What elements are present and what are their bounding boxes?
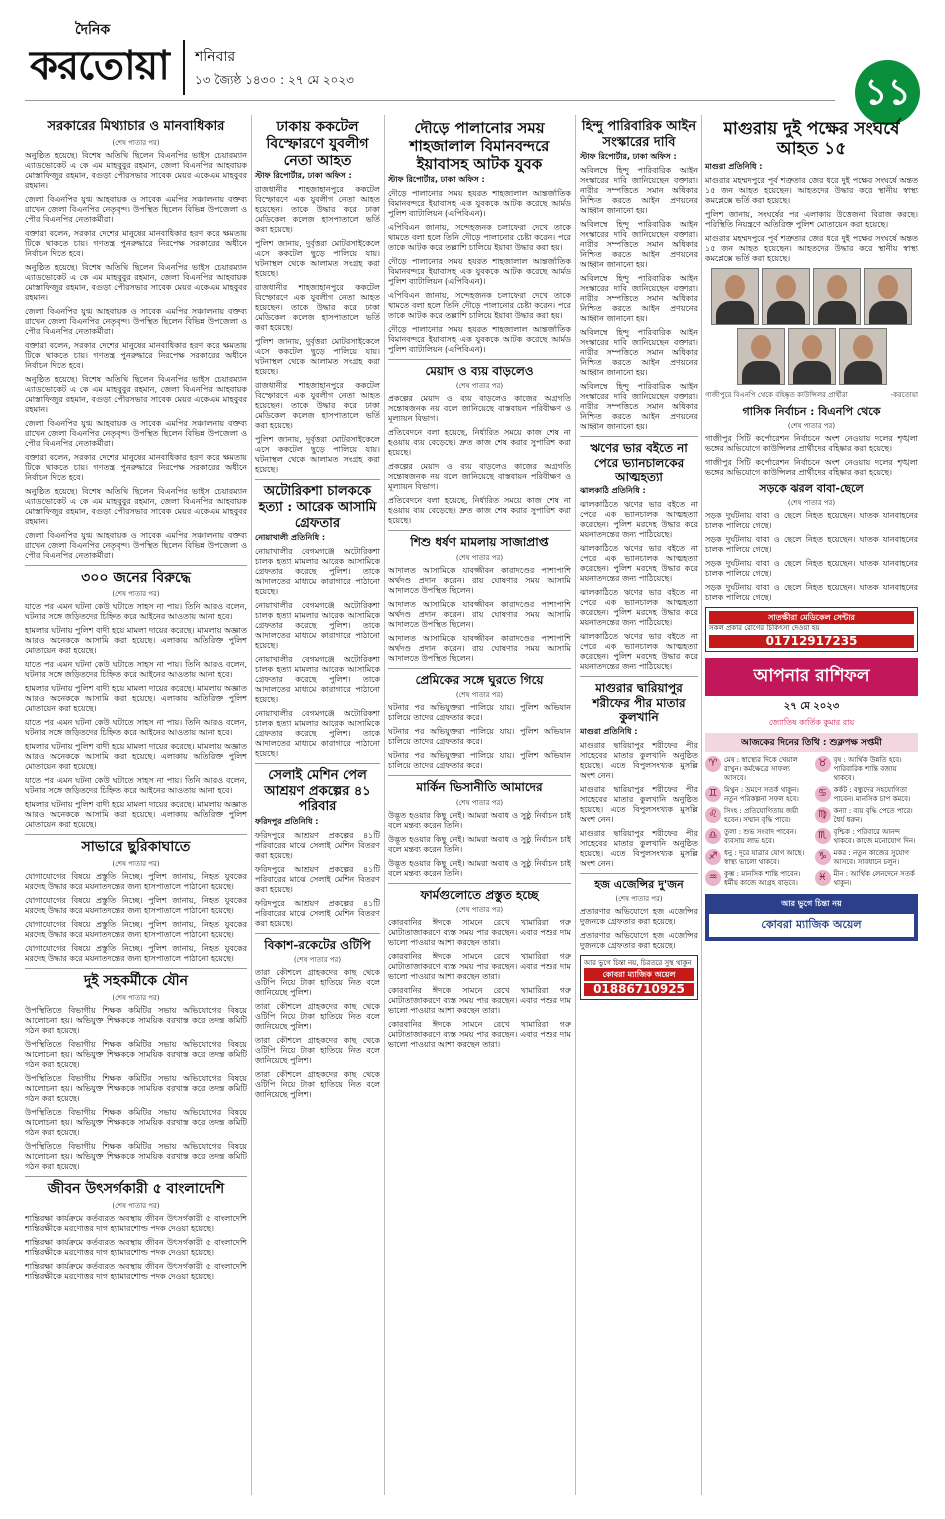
article-paragraph: ঘটনার পর অভিযুক্তরা পালিয়ে যায়। পুলিশ অভিযান চালিয়ে তাদের গ্রেফতার করে। bbox=[388, 727, 571, 747]
continued-label: (শেষ পাতার পর) bbox=[455, 382, 504, 391]
article-paragraph: তারা কৌশলে গ্রাহকদের কাছ থেকে ওটিপি নিয়ে টাকা হাতিয়ে নিত বলে জানিয়েছে পুলিশ। bbox=[255, 1002, 380, 1032]
article-paragraph: উপস্থিতিতে বিভাগীয় শিক্ষক কমিটির সভায় অভিযোগের বিষয়ে আলোচনা হয়। অভিযুক্ত শিক্ষককে সাময়িক বরখাস্ত করে তদন্ত কমিটি গঠন করা হয়েছে। bbox=[25, 1005, 247, 1035]
header-rule bbox=[25, 100, 835, 101]
taurus-icon: ♉ bbox=[815, 756, 831, 772]
article-paragraph: গাজীপুর সিটি কর্পোরেশন নির্বাচনে অংশ নেওয়ায় দলের শৃঙ্খলা ভঙ্গের অভিযোগে কাউন্সিলর প্রার্থীদের বহিষ্কার করা হয়েছে। bbox=[705, 433, 918, 453]
article-paragraph: রাজধানীর শাহজাহানপুরে ককটেল বিস্ফোরণে এক যুবলীগ নেতা আহত হয়েছেন। তাকে উদ্ধার করে ঢাকা মেডিকেল কলেজ হাসপাতালে ভর্তি করা হয়েছে। bbox=[255, 283, 380, 333]
article-paragraph: অনুষ্ঠিত হয়েছে। বিশেষ অতিথি ছিলেন বিএনপির ভাইস চেয়ারম্যান এ্যাডভোকেট এ কে এম মাহবুবুর রহমান, জেলা বিএনপির আহবায়ক মোস্তাফিজুর রহমান, বগুড়া পৌরসভার সাবেক মেয়র একেএম মাহবুবর রহমান। bbox=[25, 262, 247, 302]
article-paragraph: বক্তারা বলেন, সরকার দেশের মানুষের মানবাধিকার হরণ করে ক্ষমতায় টিকে থাকতে চায়। গণতন্ত্র পুনরুদ্ধারে নিরপেক্ষ সরকারের অধীনে নির্বাচন দিতে হবে। bbox=[25, 452, 247, 482]
article-paragraph: এপিবিএন জানায়, সন্দেহজনক চলাফেরা দেখে তাকে থামতে বলা হলে তিনি দৌড়ে পালানোর চেষ্টা করেন। পরে তাকে আটক করে তল্লাশি চালিয়ে ইয়াবা উদ্ধার করা হয়। bbox=[388, 223, 571, 252]
article-paragraph: প্রকল্পের মেয়াদ ও ব্যয় বাড়লেও কাজের অগ্রগতি সন্তোষজনক নয় বলে জানিয়েছে বাস্তবায়ন পরিবীক্ষণ ও মূল্যায়ন বিভাগ। bbox=[388, 394, 571, 424]
article-paragraph: বক্তারা বলেন, সরকার দেশের মানুষের মানবাধিকার হরণ করে ক্ষমতায় টিকে থাকতে চায়। গণতন্ত্র পুনরুদ্ধারে নিরপেক্ষ সরকারের অধীনে নির্বাচন দিতে হবে। bbox=[25, 340, 247, 370]
article-paragraph: যাতে পর এমন ঘটনা কেউ ঘটাতে সাহস না পায়। তিনি আরও বলেন, ঘটনার সঙ্গে জড়িতদের চিহ্নিত করে আইনের আওতায় আনা হবে। bbox=[25, 776, 247, 796]
article-paragraph: এপিবিএন জানায়, সন্দেহজনক চলাফেরা দেখে তাকে থামতে বলা হলে তিনি দৌড়ে পালানোর চেষ্টা করেন। পরে তাকে আটক করে তল্লাশি চালিয়ে ইয়াবা উদ্ধার করা হয়। bbox=[388, 291, 571, 320]
article-paragraph: হামলার ঘটনায় পুলিশ বাদী হয়ে মামলা দায়ের করেছে। মামলায় অজ্ঞাত আরও অনেককে আসামি করা হয়েছে। এলাকায় অতিরিক্ত পুলিশ মোতায়েন করা হয়েছে। bbox=[25, 742, 247, 772]
headline: দুই সহকর্মীকে যৌন bbox=[83, 973, 189, 990]
dateline: ঝালকাঠি প্রতিনিধি : bbox=[580, 486, 646, 496]
zodiac-entry bbox=[815, 756, 919, 783]
article-paragraph: যোগাযোগের বিষয়ে প্রস্তুতি নিচ্ছে। পুলিশ জানায়, নিহত যুবকের মরদেহ উদ্ধার করে ময়নাতদন্তের জন্য হাসপাতালে পাঠানো হয়েছে। bbox=[25, 944, 247, 964]
continued-label: (শেষ পাতার পর) bbox=[787, 499, 836, 508]
zodiac-text: কন্যা : ব্যয় বৃদ্ধি পেতে পারে। ধৈর্য ধরুন। bbox=[833, 807, 913, 825]
headline: সাভারে ছুরিকাঘাতে bbox=[81, 839, 191, 856]
article-paragraph: ঘটনার পর অভিযুক্তরা পালিয়ে যায়। পুলিশ অভিযান চালিয়ে তাদের গ্রেফতার করে। bbox=[388, 703, 571, 723]
section-rule bbox=[25, 834, 247, 835]
ad-phone-number[interactable]: 01886710925 bbox=[584, 983, 694, 996]
issue-date: ১৩ জ্যৈষ্ঠ ১৪৩০ : ২৭ মে ২০২৩ bbox=[195, 73, 354, 87]
article-paragraph: কোরবানির ঈদকে সামনে রেখে খামারিরা গরু মোটাতাজাকরণে ব্যস্ত সময় পার করছেন। এবার পশুর দাম ভালো পাওয়ার আশা করছেন তারা। bbox=[388, 917, 571, 947]
article-paragraph: আদালত আসামিকে যাবজ্জীবন কারাদণ্ডের পাশাপাশি অর্থদণ্ড প্রদান করেন। রায় ঘোষণার সময় আসামি আদালতে উপস্থিত ছিলেন। bbox=[388, 565, 571, 595]
candidate-photo bbox=[864, 268, 912, 325]
article-paragraph: তারা কৌশলে গ্রাহকদের কাছ থেকে ওটিপি নিয়ে টাকা হাতিয়ে নিত বলে জানিয়েছে পুলিশ। bbox=[255, 1036, 380, 1066]
caption-credit: -করতোয়া bbox=[890, 390, 918, 399]
article-paragraph: জেলা বিএনপির যুগ্ম আহবায়ক ও সাবেক এমপির সঞ্চালনায় বক্তব্য রাখেন জেলা বিএনপির নেতৃবৃন্দ। উপস্থিত ছিলেন বিভিন্ন উপজেলা ও পৌর বিএনপির নেতাকর্মীরা। bbox=[25, 418, 247, 448]
dateline: স্টাফ রিপোর্টার, ঢাকা অফিস : bbox=[388, 175, 485, 184]
continued-label: (শেষ পাতার পর) bbox=[112, 1201, 160, 1210]
article-paragraph: যোগাযোগের বিষয়ে প্রস্তুতি নিচ্ছে। পুলিশ জানায়, নিহত যুবকের মরদেহ উদ্ধার করে ময়নাতদন্তের জন্য হাসপাতালে পাঠানো হয়েছে। bbox=[25, 896, 247, 916]
article-paragraph: ফরিদপুরে আশ্রয়ণ প্রকল্পের ৪১টি পরিবারের মাঝে সেলাই মেশিন বিতরণ করা হয়েছে। bbox=[255, 864, 380, 894]
column-2 bbox=[255, 115, 380, 1495]
article-paragraph: জেলা বিএনপির যুগ্ম আহবায়ক ও সাবেক এমপির সঞ্চালনায় বক্তব্য রাখেন জেলা বিএনপির নেতৃবৃন্দ। উপস্থিত ছিলেন বিভিন্ন উপজেলা ও পৌর বিএনপির নেতাকর্মীরা। bbox=[25, 194, 247, 224]
article-paragraph: দৌড়ে পালানোর সময় হযরত শাহজালাল আন্তর্জাতিক বিমানবন্দরে ইয়াবাসহ এক যুবককে আটক করেছে আর্মড পুলিশ ব্যাটালিয়ন (এপিবিএন)। bbox=[388, 257, 571, 286]
article-paragraph: পুলিশ জানায়, সংঘর্ষের পর এলাকায় উত্তেজনা বিরাজ করছে। পরিস্থিতি নিয়ন্ত্রণে অতিরিক্ত পুলিশ মোতায়েন করা হয়েছে। bbox=[705, 209, 918, 229]
article-paragraph: গাজীপুর সিটি কর্পোরেশন নির্বাচনে অংশ নেওয়ায় দলের শৃঙ্খলা ভঙ্গের অভিযোগে কাউন্সিলর প্রার্থীদের বহিষ্কার করা হয়েছে। bbox=[705, 457, 918, 477]
continued-label: (শেষ পাতার পর) bbox=[455, 553, 504, 562]
headline: হিন্দু পারিবারিক আইন সংস্কারের দাবি bbox=[581, 119, 697, 150]
zodiac-text: কুম্ভ : মানসিক শান্তি পাবেন। ধর্মীয় কাজে আগ্রহ বাড়বে। bbox=[724, 870, 801, 888]
column-3 bbox=[388, 115, 571, 1495]
column-divider bbox=[575, 115, 576, 1495]
zodiac-text: মিথুন : ভ্রমণে সতর্ক থাকুন। নতুন পরিকল্পনা সফল হবে। bbox=[724, 786, 799, 804]
lead-headline: দৌড়ে পালানোর সময় শাহজালাল বিমানবন্দরে ইয়াবাসহ আটক যুবক bbox=[409, 119, 550, 173]
zodiac-entry bbox=[705, 807, 809, 825]
article-paragraph: উদ্ভূত হওয়ার কিছু নেই। আমরা অবাধ ও সুষ্ঠু নির্বাচন চাই বলে মন্তব্য করেন তিনি। bbox=[388, 810, 571, 830]
virgo-icon: ♍ bbox=[815, 807, 831, 823]
candidate-photo bbox=[711, 268, 759, 325]
article-paragraph: কোরবানির ঈদকে সামনে রেখে খামারিরা গরু মোটাতাজাকরণে ব্যস্ত সময় পার করছেন। এবার পশুর দাম ভালো পাওয়ার আশা করছেন তারা। bbox=[388, 985, 571, 1015]
article-paragraph: পুলিশ জানায়, দুর্বৃত্তরা মোটরসাইকেলে এসে ককটেল ছুড়ে পালিয়ে যায়। ঘটনাস্থল থেকে আলামত সংগ্রহ করা হয়েছে। bbox=[255, 337, 380, 377]
headline: প্রেমিকের সঙ্গে ঘুরতে গিয়ে bbox=[415, 672, 544, 687]
ad-text: আর ভুগে চিন্তা নয় bbox=[781, 899, 842, 909]
section-rule bbox=[580, 436, 698, 437]
headline: সেলাই মেশিন পেল আশ্রয়ণ প্রকল্পের ৪১ পরিবার bbox=[264, 768, 371, 815]
section-rule bbox=[388, 530, 571, 531]
dateline: ফরিদপুর প্রতিনিধি : bbox=[255, 816, 319, 826]
continued-label: (শেষ পাতার পর) bbox=[455, 798, 504, 807]
article-paragraph: মাগুরার দ্বারিয়াপুর শরীফের পীর সাহেবের মাতার কুলখানি অনুষ্ঠিত হয়েছে। এতে বিপুলসংখ্যক মুসল্লি অংশ নেন। bbox=[580, 740, 698, 780]
article-paragraph: হামলার ঘটনায় পুলিশ বাদী হয়ে মামলা দায়ের করেছে। মামলায় অজ্ঞাত আরও অনেককে আসামি করা হয়েছে। এলাকায় অতিরিক্ত পুলিশ মোতায়েন করা হয়েছে। bbox=[25, 684, 247, 714]
headline: মেয়াদ ও ব্যয় বাড়লেও bbox=[425, 364, 534, 378]
article-paragraph: মাগুরার দ্বারিয়াপুর শরীফের পীর সাহেবের মাতার কুলখানি অনুষ্ঠিত হয়েছে। এতে বিপুলসংখ্যক মুসল্লি অংশ নেন। bbox=[580, 784, 698, 824]
zodiac-text: কর্কট : বন্ধুদের সহযোগিতা পাবেন। মানসিক চাপ কমবে। bbox=[833, 786, 911, 804]
article-paragraph: প্রতারণার অভিযোগে হজ এজেন্সির দুজনকে গ্রেফতার করা হয়েছে। bbox=[580, 906, 698, 926]
column-5 bbox=[705, 115, 918, 1495]
column-4 bbox=[580, 115, 698, 1495]
dateline: স্টাফ রিপোর্টার, ঢাকা অফিস : bbox=[255, 171, 352, 181]
section-rule bbox=[25, 968, 247, 969]
article-paragraph: অবিলম্বে হিন্দু পারিবারিক আইন সংস্কারের দাবি জানিয়েছেন বক্তারা। নারীর সম্পত্তিতে সমান অধিকার নিশ্চিত করতে আইন প্রণয়নের আহ্বান জানানো হয়। bbox=[580, 274, 698, 324]
ad-heading: কোবরা ম্যাজিক অয়েল bbox=[584, 968, 694, 981]
article-paragraph: নোয়াখালীর বেগমগঞ্জে অটোরিকশা চালক হত্যা মামলার আরেক আসামিকে গ্রেফতার করেছে পুলিশ। তাকে আদালতের মাধ্যমে কারাগারে পাঠানো হয়েছে। bbox=[255, 601, 380, 651]
article-paragraph: উদ্ভূত হওয়ার কিছু নেই। আমরা অবাধ ও সুষ্ঠু নির্বাচন চাই বলে মন্তব্য করেন তিনি। bbox=[388, 858, 571, 878]
ad-heading: সাতক্ষীরা মেডিকেল সেন্টার bbox=[709, 611, 914, 624]
article-paragraph: উপস্থিতিতে বিভাগীয় শিক্ষক কমিটির সভায় অভিযোগের বিষয়ে আলোচনা হয়। অভিযুক্ত শিক্ষককে সাময়িক বরখাস্ত করে তদন্ত কমিটি গঠন করা হয়েছে। bbox=[25, 1141, 247, 1171]
headline: অটোরিকশা চালককে হত্যা : আরেক আসামি গ্রেফতার bbox=[258, 484, 377, 531]
pisces-icon: ♓ bbox=[815, 870, 831, 886]
horoscope-heading: আপনার রাশিফল bbox=[705, 658, 918, 696]
article-paragraph: ফরিদপুরে আশ্রয়ণ প্রকল্পের ৪১টি পরিবারের মাঝে সেলাই মেশিন বিতরণ করা হয়েছে। bbox=[255, 830, 380, 860]
article-paragraph: আদালত আসামিকে যাবজ্জীবন কারাদণ্ডের পাশাপাশি অর্থদণ্ড প্রদান করেন। রায় ঘোষণার সময় আসামি আদালতে উপস্থিত ছিলেন। bbox=[388, 633, 571, 663]
bottom-advertisement[interactable] bbox=[705, 894, 918, 941]
article-paragraph: নোয়াখালীর বেগমগঞ্জে অটোরিকশা চালক হত্যা মামলার আরেক আসামিকে গ্রেফতার করেছে পুলিশ। তাকে আদালতের মাধ্যমে কারাগারে পাঠানো হয়েছে। bbox=[255, 547, 380, 597]
headline: বিকাশ-রকেটের ওটিপি bbox=[264, 937, 371, 952]
article-paragraph: প্রতিবেদনে বলা হয়েছে, নির্ধারিত সময়ে কাজ শেষ না হওয়ায় ব্যয় বেড়েছে। দ্রুত কাজ শেষ করার সুপারিশ করা হয়েছে। bbox=[388, 496, 571, 526]
zodiac-text: মেষ : স্বাস্থ্যের দিকে খেয়াল রাখুন। কর্মক্ষেত্রে সাফল্য আসবে। bbox=[724, 756, 798, 783]
horoscope-tithi: আজকের দিনের তিথি : শুক্লপক্ষ সপ্তমী bbox=[705, 733, 918, 752]
article-paragraph: যাতে পর এমন ঘটনা কেউ ঘটাতে সাহস না পায়। তিনি আরও বলেন, ঘটনার সঙ্গে জড়িতদের চিহ্নিত করে আইনের আওতায় আনা হবে। bbox=[25, 602, 247, 622]
candidate-photo bbox=[788, 328, 836, 385]
article-paragraph: প্রকল্পের মেয়াদ ও ব্যয় বাড়লেও কাজের অগ্রগতি সন্তোষজনক নয় বলে জানিয়েছে বাস্তবায়ন পরিবীক্ষণ ও মূল্যায়ন বিভাগ। bbox=[388, 462, 571, 492]
zodiac-entry bbox=[815, 828, 919, 846]
logo-small-text: দৈনিক bbox=[75, 22, 111, 38]
headline: সরকারের মিথ্যাচার ও মানবাধিকার bbox=[47, 119, 225, 134]
candidate-photo bbox=[737, 328, 785, 385]
newspaper-logo: করতোয়া bbox=[30, 42, 169, 89]
column-1 bbox=[25, 115, 247, 1495]
article-paragraph: হামলার ঘটনায় পুলিশ বাদী হয়ে মামলা দায়ের করেছে। মামলায় অজ্ঞাত আরও অনেককে আসামি করা হয়েছে। এলাকায় অতিরিক্ত পুলিশ মোতায়েন করা হয়েছে। bbox=[25, 626, 247, 656]
zodiac-text: মীন : আর্থিক লেনদেনে সতর্ক থাকুন। bbox=[833, 870, 915, 888]
candidate-photo bbox=[762, 268, 810, 325]
article-paragraph: উদ্ভূত হওয়ার কিছু নেই। আমরা অবাধ ও সুষ্ঠু নির্বাচন চাই বলে মন্তব্য করেন তিনি। bbox=[388, 834, 571, 854]
section-rule bbox=[255, 933, 380, 934]
zodiac-text: মকর : নতুন কাজের সুযোগ আসবে। সাবধানে চলুন। bbox=[833, 849, 909, 867]
continued-label: (শেষ পাতার পর) bbox=[112, 993, 160, 1002]
article-paragraph: মাগুরার দ্বারিয়াপুর শরীফের পীর সাহেবের মাতার কুলখানি অনুষ্ঠিত হয়েছে। এতে বিপুলসংখ্যক মুসল্লি অংশ নেন। bbox=[580, 828, 698, 868]
article-paragraph: কোরবানির ঈদকে সামনে রেখে খামারিরা গরু মোটাতাজাকরণে ব্যস্ত সময় পার করছেন। এবার পশুর দাম ভালো পাওয়ার আশা করছেন তারা। bbox=[388, 951, 571, 981]
headline: মাগুরায় দুই পক্ষের সংঘর্ষে আহত ১৫ bbox=[723, 119, 900, 160]
candidate-photo bbox=[839, 328, 887, 385]
continued-label: (শেষ পাতার পর) bbox=[112, 860, 160, 869]
aquarius-icon: ♒ bbox=[705, 870, 721, 886]
headline: মার্কিন ভিসানীতি আমাদের bbox=[416, 780, 543, 795]
sagittarius-icon: ♐ bbox=[705, 849, 721, 865]
article-paragraph: সড়ক দুর্ঘটনায় বাবা ও ছেলে নিহত হয়েছেন। ঘাতক যানবাহনের চালক পালিয়ে গেছে। bbox=[705, 535, 918, 555]
candidate-photo bbox=[813, 268, 861, 325]
headline: ফার্মগুলোতে প্রস্তুত হচ্ছে bbox=[420, 887, 539, 902]
ad-phone-number[interactable]: 01712917235 bbox=[709, 635, 914, 648]
article-paragraph: নোয়াখালীর বেগমগঞ্জে অটোরিকশা চালক হত্যা মামলার আরেক আসামিকে গ্রেফতার করেছে পুলিশ। তাকে আদালতের মাধ্যমে কারাগারে পাঠানো হয়েছে। bbox=[255, 655, 380, 705]
article-paragraph: পুলিশ জানায়, দুর্বৃত্তরা মোটরসাইকেলে এসে ককটেল ছুড়ে পালিয়ে যায়। ঘটনাস্থল থেকে আলামত সংগ্রহ করা হয়েছে। bbox=[255, 239, 380, 279]
header-divider bbox=[183, 40, 185, 95]
zodiac-entry bbox=[815, 786, 919, 804]
article-paragraph: অনুষ্ঠিত হয়েছে। বিশেষ অতিথি ছিলেন বিএনপির ভাইস চেয়ারম্যান এ্যাডভোকেট এ কে এম মাহবুবুর রহমান, জেলা বিএনপির আহবায়ক মোস্তাফিজুর রহমান, বগুড়া পৌরসভার সাবেক মেয়র একেএম মাহবুবর রহমান। bbox=[25, 374, 247, 414]
article-paragraph: জেলা বিএনপির যুগ্ম আহবায়ক ও সাবেক এমপির সঞ্চালনায় বক্তব্য রাখেন জেলা বিএনপির নেতৃবৃন্দ। উপস্থিত ছিলেন বিভিন্ন উপজেলা ও পৌর বিএনপির নেতাকর্মীরা। bbox=[25, 306, 247, 336]
continued-label: (শেষ পাতার পর) bbox=[615, 894, 663, 903]
section-rule bbox=[255, 763, 380, 764]
article-paragraph: অবিলম্বে হিন্দু পারিবারিক আইন সংস্কারের দাবি জানিয়েছেন বক্তারা। নারীর সম্পত্তিতে সমান অধিকার নিশ্চিত করতে আইন প্রণয়নের আহ্বান জানানো হয়। bbox=[580, 328, 698, 378]
continued-label: (শেষ পাতার পর) bbox=[787, 421, 836, 430]
zodiac-text: বৃষ : আর্থিক উন্নতি হবে। পারিবারিক শান্তি বজায় থাকবে। bbox=[833, 756, 902, 783]
dateline: মাগুরা প্রতিনিধি : bbox=[580, 726, 638, 736]
column-divider bbox=[384, 115, 385, 1495]
continued-label: (শেষ পাতার পর) bbox=[112, 590, 160, 599]
zodiac-text: ধনু : দূরে যাত্রার যোগ আছে। স্বাস্থ্য ভালো থাকবে। bbox=[724, 849, 805, 867]
section-rule bbox=[255, 479, 380, 480]
article-paragraph: বক্তারা বলেন, সরকার দেশের মানুষের মানবাধিকার হরণ করে ক্ষমতায় টিকে থাকতে চায়। গণতন্ত্র পুনরুদ্ধারে নিরপেক্ষ সরকারের অধীনে নির্বাচন দিতে হবে। bbox=[25, 228, 247, 258]
article-paragraph: যাতে পর এমন ঘটনা কেউ ঘটাতে সাহস না পায়। তিনি আরও বলেন, ঘটনার সঙ্গে জড়িতদের চিহ্নিত করে আইনের আওতায় আনা হবে। bbox=[25, 718, 247, 738]
dateline: মাগুরা প্রতিনিধি : bbox=[705, 161, 763, 171]
article-paragraph: সড়ক দুর্ঘটনায় বাবা ও ছেলে নিহত হয়েছেন। ঘাতক যানবাহনের চালক পালিয়ে গেছে। bbox=[705, 583, 918, 603]
headline: জীবন উৎসর্গকারী ৫ বাংলাদেশি bbox=[47, 1180, 225, 1197]
section-rule bbox=[25, 1176, 247, 1177]
dateline: নোয়াখালী প্রতিনিধি : bbox=[255, 533, 326, 543]
article-paragraph: রাজধানীর শাহজাহানপুরে ককটেল বিস্ফোরণে এক যুবলীগ নেতা আহত হয়েছেন। তাকে উদ্ধার করে ঢাকা মেডিকেল কলেজ হাসপাতালে ভর্তি করা হয়েছে। bbox=[255, 185, 380, 235]
column-divider bbox=[251, 115, 252, 1495]
article-paragraph: কোরবানির ঈদকে সামনে রেখে খামারিরা গরু মোটাতাজাকরণে ব্যস্ত সময় পার করছেন। এবার পশুর দাম ভালো পাওয়ার আশা করছেন তারা। bbox=[388, 1019, 571, 1049]
article-paragraph: জেলা বিএনপির যুগ্ম আহবায়ক ও সাবেক এমপির সঞ্চালনায় বক্তব্য রাখেন জেলা বিএনপির নেতৃবৃন্দ। উপস্থিত ছিলেন বিভিন্ন উপজেলা ও পৌর বিএনপির নেতাকর্মীরা। bbox=[25, 530, 247, 560]
headline: মাগুরার দ্বারিয়াপুর শরীফের পীর মাতার কুলখানি bbox=[592, 681, 686, 725]
article-paragraph: ঝালকাঠিতে ঋণের ভার বইতে না পেরে এক ভ্যানচালক আত্মহত্যা করেছেন। পুলিশ মরদেহ উদ্ধার করে ময়নাতদন্তের জন্য পাঠিয়েছে। bbox=[580, 588, 698, 628]
zodiac-entry bbox=[705, 786, 809, 804]
ad-text: সকল প্রকার রোগের চিকিৎসা দেওয়া হয় bbox=[709, 624, 820, 633]
article-paragraph: উপস্থিতিতে বিভাগীয় শিক্ষক কমিটির সভায় অভিযোগের বিষয়ে আলোচনা হয়। অভিযুক্ত শিক্ষককে সাময়িক বরখাস্ত করে তদন্ত কমিটি গঠন করা হয়েছে। bbox=[25, 1039, 247, 1069]
issue-day: শনিবার bbox=[195, 49, 236, 65]
libra-icon: ♎ bbox=[705, 828, 721, 844]
article-paragraph: ফরিদপুরে আশ্রয়ণ প্রকল্পের ৪১টি পরিবারের মাঝে সেলাই মেশিন বিতরণ করা হয়েছে। bbox=[255, 898, 380, 928]
continued-label: (শেষ পাতার পর) bbox=[455, 691, 504, 700]
article-paragraph: অনুষ্ঠিত হয়েছে। বিশেষ অতিথি ছিলেন বিএনপির ভাইস চেয়ারম্যান এ্যাডভোকেট এ কে এম মাহবুবুর রহমান, জেলা বিএনপির আহবায়ক মোস্তাফিজুর রহমান, বগুড়া পৌরসভার সাবেক মেয়র একেএম মাহবুবর রহমান। bbox=[25, 486, 247, 526]
cancer-icon: ♋ bbox=[815, 786, 831, 802]
column-divider bbox=[701, 115, 702, 1495]
leo-icon: ♌ bbox=[705, 807, 721, 823]
section-rule bbox=[388, 668, 571, 669]
article-paragraph: তারা কৌশলে গ্রাহকদের কাছ থেকে ওটিপি নিয়ে টাকা হাতিয়ে নিত বলে জানিয়েছে পুলিশ। bbox=[255, 1070, 380, 1100]
horoscope-author: জ্যোতিষ কার্তিক কুমার রায় bbox=[768, 718, 855, 728]
zodiac-text: বৃশ্চিক : পরিবারে আনন্দ থাকবে। কাজে মনোযোগ দিন। bbox=[833, 828, 916, 846]
horoscope-date: ২৭ মে ২০২৩ bbox=[783, 701, 840, 713]
headline: ঋণের ভার বইতে না পেরে ভ্যানচালকের আত্মহত্যা bbox=[590, 441, 688, 484]
article-paragraph: অবিলম্বে হিন্দু পারিবারিক আইন সংস্কারের দাবি জানিয়েছেন বক্তারা। নারীর সম্পত্তিতে সমান অধিকার নিশ্চিত করতে আইন প্রণয়নের আহ্বান জানানো হয়। bbox=[580, 166, 698, 216]
article-paragraph: উপস্থিতিতে বিভাগীয় শিক্ষক কমিটির সভায় অভিযোগের বিষয়ে আলোচনা হয়। অভিযুক্ত শিক্ষককে সাময়িক বরখাস্ত করে তদন্ত কমিটি গঠন করা হয়েছে। bbox=[25, 1107, 247, 1137]
zodiac-text: তুলা : শুভ সংবাদ পাবেন। ব্যবসায় লাভ হবে। bbox=[724, 828, 797, 846]
article-paragraph: যাতে পর এমন ঘটনা কেউ ঘটাতে সাহস না পায়। তিনি আরও বলেন, ঘটনার সঙ্গে জড়িতদের চিহ্নিত করে আইনের আওতায় আনা হবে। bbox=[25, 660, 247, 680]
article-paragraph: মাগুরার মহম্মদপুরে পূর্ব শত্রুতার জের ধরে দুই পক্ষের সংঘর্ষে অন্তত ১৫ জন আহত হয়েছেন। আহতদের উদ্ধার করে স্থানীয় স্বাস্থ্য কমপ্লেক্সে ভর্তি করা হয়েছে। bbox=[705, 233, 918, 263]
article-paragraph: নোয়াখালীর বেগমগঞ্জে অটোরিকশা চালক হত্যা মামলার আরেক আসামিকে গ্রেফতার করেছে পুলিশ। তাকে আদালতের মাধ্যমে কারাগারে পাঠানো হয়েছে। bbox=[255, 709, 380, 759]
article-paragraph: অনুষ্ঠিত হয়েছে। বিশেষ অতিথি ছিলেন বিএনপির ভাইস চেয়ারম্যান এ্যাডভোকেট এ কে এম মাহবুবুর রহমান, জেলা বিএনপির আহবায়ক মোস্তাফিজুর রহমান, বগুড়া পৌরসভার সাবেক মেয়র একেএম মাহবুবর রহমান। bbox=[25, 150, 247, 190]
headline: শিশু ধর্ষণ মামলায় সাজাপ্রাপ্ত bbox=[410, 535, 549, 550]
section-rule bbox=[580, 873, 698, 874]
zodiac-entry bbox=[815, 870, 919, 888]
horoscope-grid bbox=[705, 756, 918, 888]
continued-label: (শেষ পাতার পর) bbox=[455, 905, 504, 914]
headline: ঢাকায় ককটেল বিস্ফোরণে যুবলীগ নেতা আহত bbox=[266, 119, 369, 169]
photo-caption bbox=[705, 389, 918, 401]
ad-text: আর ভুগে চিন্তা নয়, চিরতরে সুস্থ থাকুন bbox=[584, 958, 692, 967]
section-rule bbox=[388, 775, 571, 776]
dateline: স্টাফ রিপোর্টার, ঢাকা অফিস : bbox=[580, 152, 677, 162]
section-rule bbox=[388, 359, 571, 360]
headline: হজ এজেন্সির দু'জন bbox=[594, 877, 684, 891]
article-paragraph: ঝালকাঠিতে ঋণের ভার বইতে না পেরে এক ভ্যানচালক আত্মহত্যা করেছেন। পুলিশ মরদেহ উদ্ধার করে ময়নাতদন্তের জন্য পাঠিয়েছে। bbox=[580, 544, 698, 584]
headline: গাসিক নির্বাচন : বিএনপি থেকে bbox=[742, 404, 881, 418]
aries-icon: ♈ bbox=[705, 756, 721, 772]
zodiac-entry bbox=[705, 828, 809, 846]
article-paragraph: রাজধানীর শাহজাহানপুরে ককটেল বিস্ফোরণে এক যুবলীগ নেতা আহত হয়েছেন। তাকে উদ্ধার করে ঢাকা মেডিকেল কলেজ হাসপাতালে ভর্তি করা হয়েছে। bbox=[255, 381, 380, 431]
continued-label: (শেষ পাতার পর) bbox=[112, 138, 160, 147]
zodiac-entry bbox=[705, 756, 809, 783]
article-paragraph: মাগুরার মহম্মদপুরে পূর্ব শত্রুতার জের ধরে দুই পক্ষের সংঘর্ষে অন্তত ১৫ জন আহত হয়েছেন। আহতদের উদ্ধার করে স্থানীয় স্বাস্থ্য কমপ্লেক্সে ভর্তি করা হয়েছে। bbox=[705, 175, 918, 205]
article-paragraph: ঘটনার পর অভিযুক্তরা পালিয়ে যায়। পুলিশ অভিযান চালিয়ে তাদের গ্রেফতার করে। bbox=[388, 751, 571, 771]
zodiac-entry bbox=[815, 807, 919, 825]
article-paragraph: শান্তিরক্ষা কার্যক্রমে কর্তব্যরত অবস্থায় জীবন উৎসর্গকারী ৫ বাংলাদেশি শান্তিরক্ষীকে মরণোত্তর দাগ হ্যামারশোল্ড পদক দেওয়া হয়েছে। bbox=[25, 1213, 247, 1233]
continued-label: (শেষ পাতার পর) bbox=[293, 956, 342, 965]
article-paragraph: শান্তিরক্ষা কার্যক্রমে কর্তব্যরত অবস্থায় জীবন উৎসর্গকারী ৫ বাংলাদেশি শান্তিরক্ষীকে মরণোত্তর দাগ হ্যামারশোল্ড পদক দেওয়া হয়েছে। bbox=[25, 1261, 247, 1281]
advertisement[interactable] bbox=[580, 955, 698, 1000]
article-paragraph: অবিলম্বে হিন্দু পারিবারিক আইন সংস্কারের দাবি জানিয়েছেন বক্তারা। নারীর সম্পত্তিতে সমান অধিকার নিশ্চিত করতে আইন প্রণয়নের আহ্বান জানানো হয়। bbox=[580, 220, 698, 270]
article-paragraph: সড়ক দুর্ঘটনায় বাবা ও ছেলে নিহত হয়েছেন। ঘাতক যানবাহনের চালক পালিয়ে গেছে। bbox=[705, 511, 918, 531]
article-paragraph: অবিলম্বে হিন্দু পারিবারিক আইন সংস্কারের দাবি জানিয়েছেন বক্তারা। নারীর সম্পত্তিতে সমান অধিকার নিশ্চিত করতে আইন প্রণয়নের আহ্বান জানানো হয়। bbox=[580, 382, 698, 432]
article-paragraph: তারা কৌশলে গ্রাহকদের কাছ থেকে ওটিপি নিয়ে টাকা হাতিয়ে নিত বলে জানিয়েছে পুলিশ। bbox=[255, 968, 380, 998]
ad-product-name: কোবরা ম্যাজিক অয়েল bbox=[709, 914, 914, 937]
article-paragraph: ঝালকাঠিতে ঋণের ভার বইতে না পেরে এক ভ্যানচালক আত্মহত্যা করেছেন। পুলিশ মরদেহ উদ্ধার করে ময়নাতদন্তের জন্য পাঠিয়েছে। bbox=[580, 632, 698, 672]
article-paragraph: হামলার ঘটনায় পুলিশ বাদী হয়ে মামলা দায়ের করেছে। মামলায় অজ্ঞাত আরও অনেককে আসামি করা হয়েছে। এলাকায় অতিরিক্ত পুলিশ মোতায়েন করা হয়েছে। bbox=[25, 800, 247, 830]
article-paragraph: উপস্থিতিতে বিভাগীয় শিক্ষক কমিটির সভায় অভিযোগের বিষয়ে আলোচনা হয়। অভিযুক্ত শিক্ষককে সাময়িক বরখাস্ত করে তদন্ত কমিটি গঠন করা হয়েছে। bbox=[25, 1073, 247, 1103]
article-paragraph: যোগাযোগের বিষয়ে প্রস্তুতি নিচ্ছে। পুলিশ জানায়, নিহত যুবকের মরদেহ উদ্ধার করে ময়নাতদন্তের জন্য হাসপাতালে পাঠানো হয়েছে। bbox=[25, 920, 247, 940]
capricorn-icon: ♑ bbox=[815, 849, 831, 865]
article-paragraph: সড়ক দুর্ঘটনায় বাবা ও ছেলে নিহত হয়েছেন। ঘাতক যানবাহনের চালক পালিয়ে গেছে। bbox=[705, 559, 918, 579]
clinic-advertisement[interactable] bbox=[705, 607, 918, 652]
candidate-photo-grid bbox=[705, 268, 918, 385]
gemini-icon: ♊ bbox=[705, 786, 721, 802]
article-paragraph: প্রতিবেদনে বলা হয়েছে, নির্ধারিত সময়ে কাজ শেষ না হওয়ায় ব্যয় বেড়েছে। দ্রুত কাজ শেষ করার সুপারিশ করা হয়েছে। bbox=[388, 428, 571, 458]
article-paragraph: দৌড়ে পালানোর সময় হযরত শাহজালাল আন্তর্জাতিক বিমানবন্দরে ইয়াবাসহ এক যুবককে আটক করেছে আর্মড পুলিশ ব্যাটালিয়ন (এপিবিএন)। bbox=[388, 325, 571, 354]
scorpio-icon: ♏ bbox=[815, 828, 831, 844]
section-rule bbox=[25, 565, 247, 566]
section-rule bbox=[580, 676, 698, 677]
masthead bbox=[0, 0, 945, 113]
zodiac-entry bbox=[815, 849, 919, 867]
page-number-badge: ১১ bbox=[855, 60, 920, 125]
zodiac-entry bbox=[705, 870, 809, 888]
article-paragraph: দৌড়ে পালানোর সময় হযরত শাহজালাল আন্তর্জাতিক বিমানবন্দরে ইয়াবাসহ এক যুবককে আটক করেছে আর্মড পুলিশ ব্যাটালিয়ন (এপিবিএন)। bbox=[388, 189, 571, 218]
article-paragraph: প্রতারণার অভিযোগে হজ এজেন্সির দুজনকে গ্রেফতার করা হয়েছে। bbox=[580, 930, 698, 950]
caption-text: গাজীপুরে বিএনপি থেকে বহিষ্কৃত কাউন্সিলর প্রার্থীরা bbox=[705, 390, 848, 399]
section-rule bbox=[388, 883, 571, 884]
zodiac-entry bbox=[705, 849, 809, 867]
article-paragraph: আদালত আসামিকে যাবজ্জীবন কারাদণ্ডের পাশাপাশি অর্থদণ্ড প্রদান করেন। রায় ঘোষণার সময় আসামি আদালতে উপস্থিত ছিলেন। bbox=[388, 599, 571, 629]
headline: ৩০০ জনের বিরুদ্ধে bbox=[81, 569, 191, 586]
article-paragraph: পুলিশ জানায়, দুর্বৃত্তরা মোটরসাইকেলে এসে ককটেল ছুড়ে পালিয়ে যায়। ঘটনাস্থল থেকে আলামত সংগ্রহ করা হয়েছে। bbox=[255, 435, 380, 475]
zodiac-text: সিংহ : প্রতিযোগিতায় জয়ী হবেন। সম্মান বৃদ্ধি পাবে। bbox=[724, 807, 799, 825]
article-paragraph: শান্তিরক্ষা কার্যক্রমে কর্তব্যরত অবস্থায় জীবন উৎসর্গকারী ৫ বাংলাদেশি শান্তিরক্ষীকে মরণোত্তর দাগ হ্যামারশোল্ড পদক দেওয়া হয়েছে। bbox=[25, 1237, 247, 1257]
headline: সড়কে ঝরল বাবা-ছেলে bbox=[759, 481, 864, 495]
article-paragraph: যোগাযোগের বিষয়ে প্রস্তুতি নিচ্ছে। পুলিশ জানায়, নিহত যুবকের মরদেহ উদ্ধার করে ময়নাতদন্তের জন্য হাসপাতালে পাঠানো হয়েছে। bbox=[25, 872, 247, 892]
article-paragraph: ঝালকাঠিতে ঋণের ভার বইতে না পেরে এক ভ্যানচালক আত্মহত্যা করেছেন। পুলিশ মরদেহ উদ্ধার করে ময়নাতদন্তের জন্য পাঠিয়েছে। bbox=[580, 500, 698, 540]
